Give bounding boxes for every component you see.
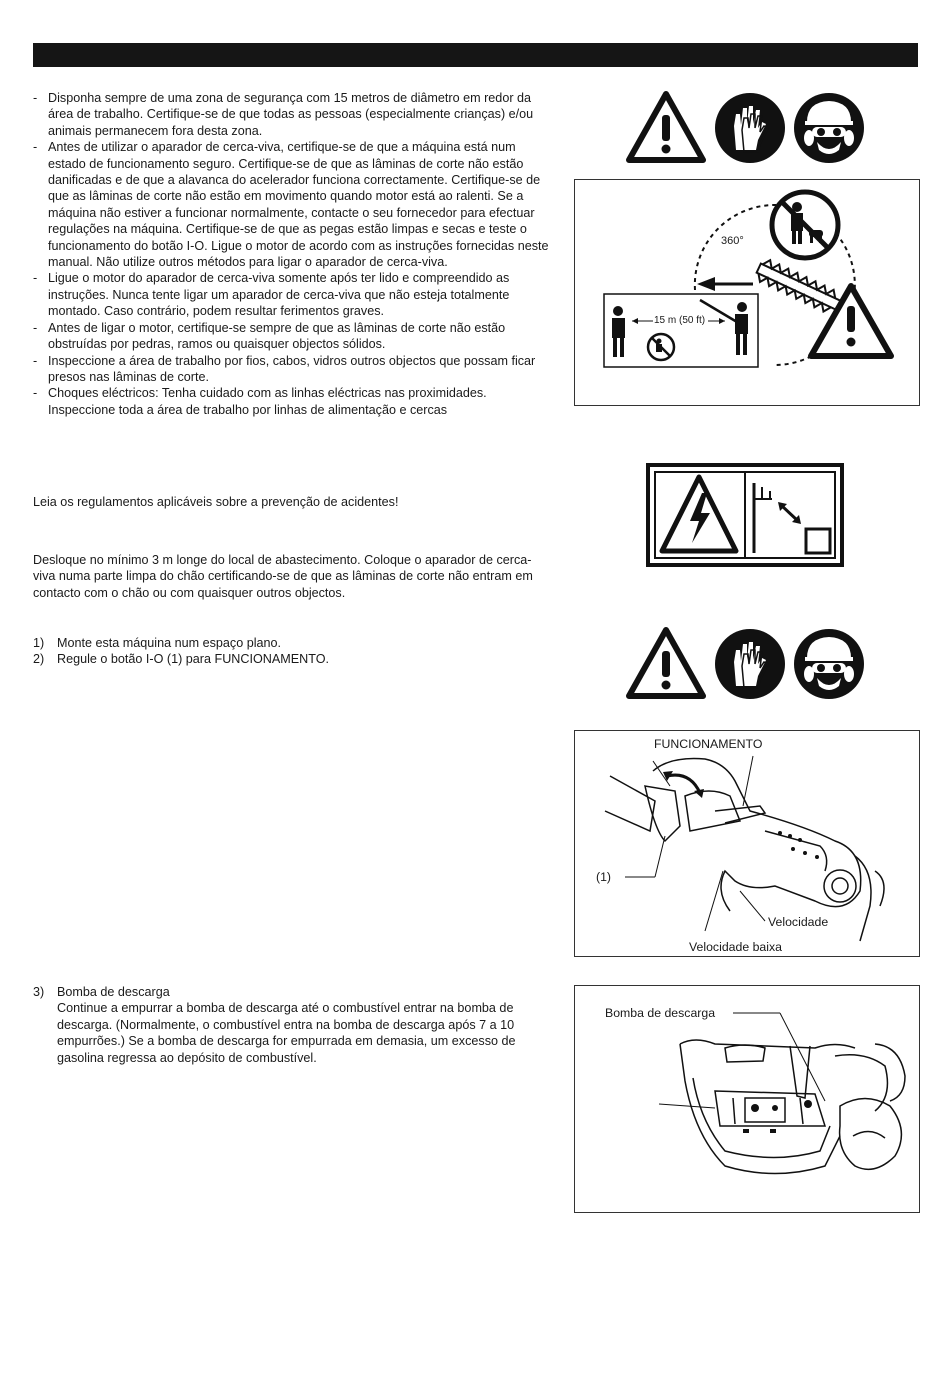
helmet-goggles-earmuffs-icon xyxy=(793,92,865,164)
zone-distance-label: 15 m (50 ft) xyxy=(654,315,706,326)
priming-pump-label: Bomba de descarga xyxy=(605,1006,716,1020)
list-item: - Ligue o motor do aparador de cerca-viva somente após ter lido e compreendido as instruções. Nunca tente ligar um aparador de cerca-viva que não esteja totalmente montado. Caso contrário, podem resultar ferimentos graves. xyxy=(33,271,510,319)
helmet-goggles-earmuffs-icon xyxy=(793,628,865,700)
step-text: Monte esta máquina num espaço plano. xyxy=(57,636,282,650)
switch-number-label: (1) xyxy=(596,870,612,884)
step-text: Regule o botão I-O (1) para FUNCIONAMENTO. xyxy=(57,652,330,667)
switch-handle-figure xyxy=(574,730,920,957)
step3-title: Bomba de descarga xyxy=(57,985,170,999)
gloves-icon xyxy=(714,628,786,700)
bullet-text: Ligue o motor do aparador de cerca-viva somente após ter lido e compreendido as instruções. Nunca tente ligar um aparador de cerca-viva que não esteja totalmente montado. Caso contrário, podem resultar ferimentos graves. xyxy=(48,271,510,319)
bullet-text: Antes de ligar o motor, certifique-se sempre de que as lâminas de corte não estão obstruídas por pedras, ramos ou quaisquer objectos sólidos. xyxy=(48,320,506,352)
low-speed-label: Velocidade baixa xyxy=(689,940,782,954)
bullet-text: Disponha sempre de uma zona de segurança com 15 metros de diâmetro em redor da área de trabalho. Certifique-se de que todas as pessoas (especialmente crianças) e/ou animais permanecem fora desta zona. xyxy=(48,91,534,138)
safety-bullet-list xyxy=(33,90,553,418)
refuel-text: Desloque no mínimo 3 m longe do local de abastecimento. Coloque o aparador de cerca-viva numa parte limpa do chão certificando-se de que as lâminas de corte não entram em contacto com o chão ou com quaisquer outros objectos. xyxy=(33,553,533,600)
safety-zone-figure xyxy=(574,179,920,406)
list-item: - Choques eléctricos: Tenha cuidado com as linhas eléctricas nas proximidades. Inspeccione toda a área de trabalho por linhas de alimentação e cercas xyxy=(33,386,487,417)
warning-triangle-icon xyxy=(626,626,706,700)
electric-shock-sign xyxy=(646,463,844,567)
priming-pump-figure xyxy=(574,985,920,1213)
list-item: 2) Regule o botão I-O (1) para FUNCIONAMENTO. xyxy=(33,652,330,667)
warning-triangle-icon xyxy=(626,90,706,164)
step3-text: Continue a empurrar a bomba de descarga até o combustível entrar na bomba de descarga. (Normalmente, o combustível entra na bomba de descarga após 7 a 10 empurrões.) Se a bomba de descarga for empurrada em demasia, um excesso de gasolina regressa ao depósito de combustível. xyxy=(57,1001,516,1065)
list-item: - Inspeccione a área de trabalho por fios, cabos, vidros outros objectos que possam ficar presos nas lâminas de corte. xyxy=(33,353,536,384)
section-header-bar xyxy=(33,43,918,67)
bullet-text: Inspeccione a área de trabalho por fios, cabos, vidros outros objectos que possam ficar presos nas lâminas de corte. xyxy=(48,353,536,384)
zone-angle-label: 360° xyxy=(721,235,744,247)
bullet-text: Antes de utilizar o aparador de cerca-viva, certifique-se de que a máquina está num estado de funcionamento seguro. Certifique-se de que as lâminas de corte não estão danificadas e de que a alavanca do acelerador funciona correctamente. Certifique-se de que as lâminas de corte não estão em movimento quando motor está ao ralenti. Se a máquina não estiver a funcionar normalmente, contacte o seu fornecedor para efectuar regulações na máquina. Certifique-se de que as pegas estão limpas e secas e teste o funcionamento do botão I-O. Ligue o motor de acordo com as instruções fornecidas neste manual. Não utilize outros métodos para ligar o aparador de cerca-viva. xyxy=(48,140,549,270)
list-item: 3) Bomba de descarga xyxy=(33,985,170,999)
list-item: 1) Monte esta máquina num espaço plano. xyxy=(33,636,282,650)
bullet-text: Choques eléctricos: Tenha cuidado com as linhas eléctricas nas proximidades. Inspeccione toda a área de trabalho por linhas de alimentação e cercas xyxy=(48,386,487,417)
list-item: - Antes de utilizar o aparador de cerca-viva, certifique-se de que a máquina está num estado de funcionamento seguro. Certifique-se de que as lâminas de corte não estão danificadas e de que a alavanca do acelerador funciona correctamente. Certifique-se de que as lâminas de corte não estão em movimento quando motor está ao ralenti. Se a máquina não estiver a funcionar normalmente, contacte o seu fornecedor para efectuar regulações na máquina. Certifique-se de que as pegas estão limpas e secas e teste o funcionamento do botão I-O. Ligue o motor de acordo com as instruções fornecidas neste manual. Não utilize outros métodos para ligar o aparador de cerca-viva. xyxy=(33,140,549,270)
speed-label: Velocidade xyxy=(768,915,829,929)
funcionamento-label: FUNCIONAMENTO xyxy=(654,737,763,751)
gloves-icon xyxy=(714,92,786,164)
steps-list xyxy=(33,635,553,668)
list-item: - Antes de ligar o motor, certifique-se sempre de que as lâminas de corte não estão obstruídas por pedras, ramos ou quaisquer objectos sólidos. xyxy=(33,320,506,352)
step3-block xyxy=(33,984,548,1066)
list-item: - Disponha sempre de uma zona de segurança com 15 metros de diâmetro em redor da área de trabalho. Certifique-se de que todas as pessoas (especialmente crianças) e/ou animais permanecem fora desta zona. xyxy=(33,91,534,138)
regulations-text: Leia os regulamentos aplicáveis sobre a prevenção de acidentes! xyxy=(33,495,399,509)
